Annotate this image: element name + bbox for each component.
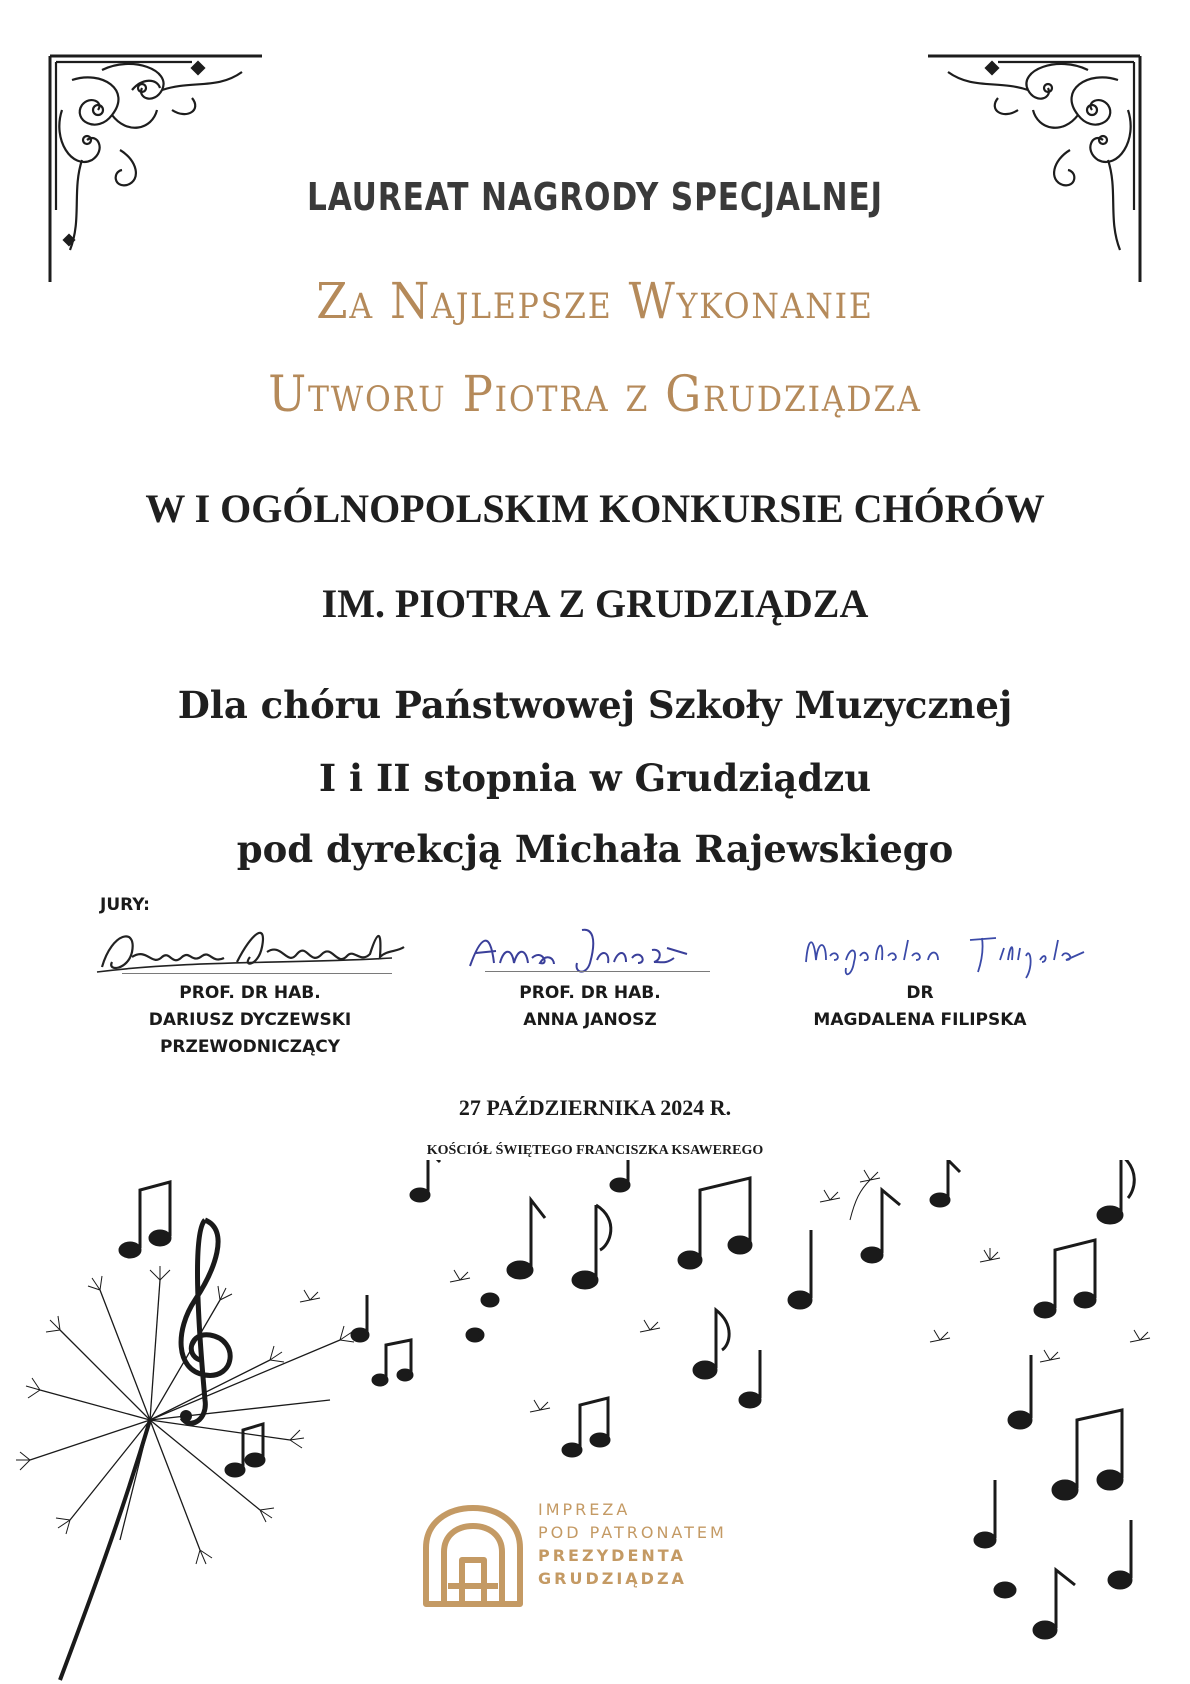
ornamental-corner-icon: [42, 50, 272, 290]
contest-name-line-2: IM. PIOTRA Z GRUDZIĄDZA: [321, 581, 869, 626]
juror-3: [800, 980, 1040, 1034]
patronage-line-1: IMPREZA: [538, 1500, 631, 1519]
patronage-line-2: POD PATRONATEM: [538, 1523, 727, 1542]
contest-name-line-1: W I OGÓLNOPOLSKIM KONKURSIE CHÓRÓW: [145, 486, 1045, 531]
juror-1: [120, 980, 380, 1061]
signature-magdalena-filipska: [800, 926, 1100, 986]
patronage-line-4: GRUDZIĄDZA: [538, 1569, 687, 1588]
award-category-line-2: Utworu Piotra z Grudziądza: [268, 365, 922, 423]
dandelion-music-notes-icon: [0, 1160, 1190, 1684]
event-date: 27 PAŹDZIERNIKA 2024 R.: [458, 1095, 732, 1120]
jury-label: JURY:: [100, 895, 150, 915]
juror-1-name: DARIUSZ DYCZEWSKI: [148, 1010, 352, 1030]
recipient-line-2: I i II stopnia w Grudziądzu: [318, 756, 872, 800]
juror-1-title: PROF. DR HAB.: [179, 983, 321, 1003]
juror-3-name: MAGDALENA FILIPSKA: [813, 1010, 1027, 1030]
recipient-line-3: pod dyrekcją Michała Rajewskiego: [236, 827, 954, 871]
certificate-title: LAUREAT NAGRODY SPECJALNEJ: [307, 175, 883, 219]
juror-2-name: ANNA JANOSZ: [523, 1010, 657, 1030]
juror-3-title: DR: [906, 983, 934, 1003]
juror-1-role: PRZEWODNICZĄCY: [159, 1037, 341, 1057]
juror-2: [470, 980, 710, 1034]
recipient-line-1: Dla chóru Państwowej Szkoły Muzycznej: [177, 683, 1013, 727]
event-place: KOŚCIÓŁ ŚWIĘTEGO FRANCISZKA KSAWEREGO: [426, 1143, 764, 1158]
award-category-line-1: Za Najlepsze Wykonanie: [316, 272, 874, 330]
patronage-line-3: PREZYDENTA: [538, 1546, 686, 1565]
juror-2-title: PROF. DR HAB.: [519, 983, 661, 1003]
ornamental-corner-icon: [918, 50, 1148, 290]
signature-anna-janosz: [462, 918, 702, 978]
signature-dariusz-dyczewski: [92, 912, 412, 982]
treble-clef-icon: [180, 1220, 230, 1423]
patronage-logo-icon: [418, 1500, 528, 1610]
